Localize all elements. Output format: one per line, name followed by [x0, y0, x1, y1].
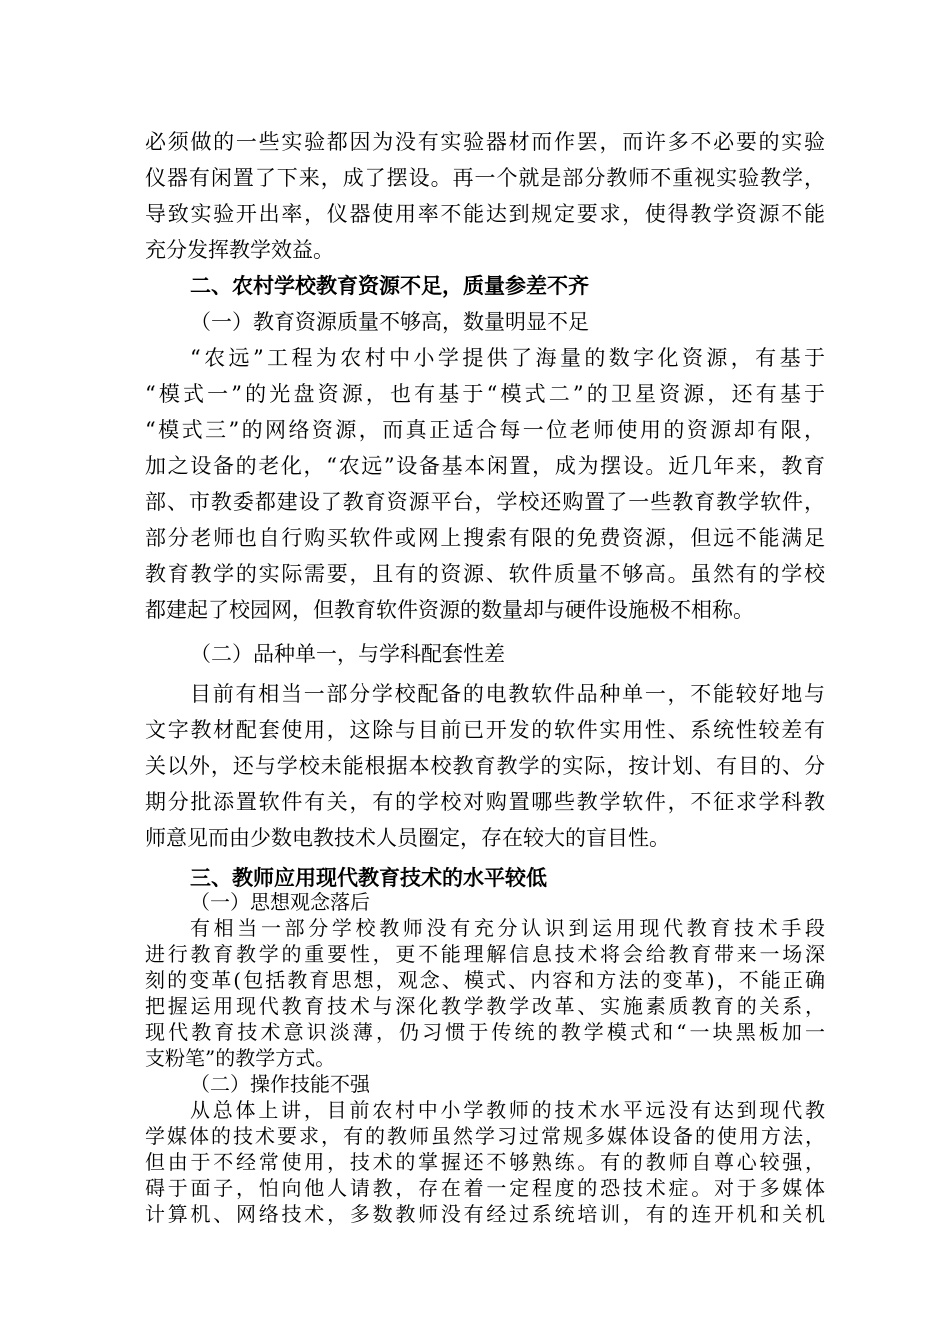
paragraph-line: “模式三”的网络资源，而真正适合每一位老师使用的资源却有限，	[145, 418, 825, 442]
paragraph-line: 刻的变革(包括教育思想，观念、模式、内容和方法的变革)，不能正确	[145, 968, 825, 992]
paragraph-line: 导致实验开出率，仪器使用率不能达到规定要求，使得教学资源不能	[145, 202, 825, 226]
paragraph-line: 期分批添置软件有关，有的学校对购置哪些教学软件，不征求学科教	[145, 790, 825, 814]
subsection-heading: （二）操作技能不强	[190, 1072, 370, 1096]
paragraph-line: 目前有相当一部分学校配备的电教软件品种单一，不能较好地与	[190, 682, 825, 706]
paragraph-line: 有相当一部分学校教师没有充分认识到运用现代教育技术手段	[190, 916, 825, 940]
paragraph-line: 部分老师也自行购买软件或网上搜索有限的免费资源，但远不能满足	[145, 526, 825, 550]
paragraph-line: 支粉笔”的教学方式。	[145, 1046, 336, 1070]
paragraph-line: 学媒体的技术要求，有的教师虽然学习过常规多媒体设备的使用方法，	[145, 1124, 825, 1148]
paragraph-line: 师意见而由少数电教技术人员圈定，存在较大的盲目性。	[145, 826, 670, 850]
paragraph-line: 关以外，还与学校未能根据本校教育教学的实际，按计划、有目的、分	[145, 754, 825, 778]
paragraph-line: 都建起了校园网，但教育软件资源的数量却与硬件设施极不相称。	[145, 598, 754, 622]
subsection-heading: （一）教育资源质量不够高，数量明显不足	[190, 310, 589, 334]
paragraph-line: 计算机、网络技术，多数教师没有经过系统培训，有的连开机和关机	[145, 1202, 825, 1226]
subsection-heading: （一）思想观念落后	[190, 890, 370, 914]
paragraph-line: 文字教材配套使用，这除与目前已开发的软件实用性、系统性较差有	[145, 718, 825, 742]
paragraph-line: 从总体上讲，目前农村中小学教师的技术水平远没有达到现代教	[190, 1098, 825, 1122]
paragraph-line: “农远”工程为农村中小学提供了海量的数字化资源，有基于	[190, 346, 825, 370]
paragraph-line: 把握运用现代教育技术与深化教学教学改革、实施素质教育的关系，	[145, 994, 825, 1018]
paragraph-line: “模式一”的光盘资源，也有基于“模式二”的卫星资源，还有基于	[145, 382, 825, 406]
paragraph-line: 必须做的一些实验都因为没有实验器材而作罢，而许多不必要的实验	[145, 130, 825, 154]
section-heading: 三、教师应用现代教育技术的水平较低	[190, 865, 547, 890]
paragraph-line: 部、市教委都建设了教育资源平台，学校还购置了一些教育教学软件，	[145, 490, 825, 514]
paragraph-line: 加之设备的老化，“农远”设备基本闲置，成为摆设。近几年来，教育	[145, 454, 825, 478]
paragraph-line: 现代教育技术意识淡薄，仍习惯于传统的教学模式和“一块黑板加一	[145, 1020, 825, 1044]
paragraph-line: 碍于面子，怕向他人请教，存在着一定程度的恐技术症。对于多媒体	[145, 1176, 825, 1200]
paragraph-line: 但由于不经常使用，技术的掌握还不够熟练。有的教师自尊心较强，	[145, 1150, 825, 1174]
section-heading: 二、农村学校教育资源不足，质量参差不齐	[190, 273, 589, 298]
paragraph-line: 进行教育教学的重要性，更不能理解信息技术将会给教育带来一场深	[145, 942, 825, 966]
paragraph-line: 仪器有闲置了下来，成了摆设。再一个就是部分教师不重视实验教学，	[145, 166, 825, 190]
paragraph-line: 教育教学的实际需要，且有的资源、软件质量不够高。虽然有的学校	[145, 562, 825, 586]
paragraph-line: 充分发挥教学效益。	[145, 238, 334, 262]
subsection-heading: （二）品种单一，与学科配套性差	[190, 642, 505, 666]
